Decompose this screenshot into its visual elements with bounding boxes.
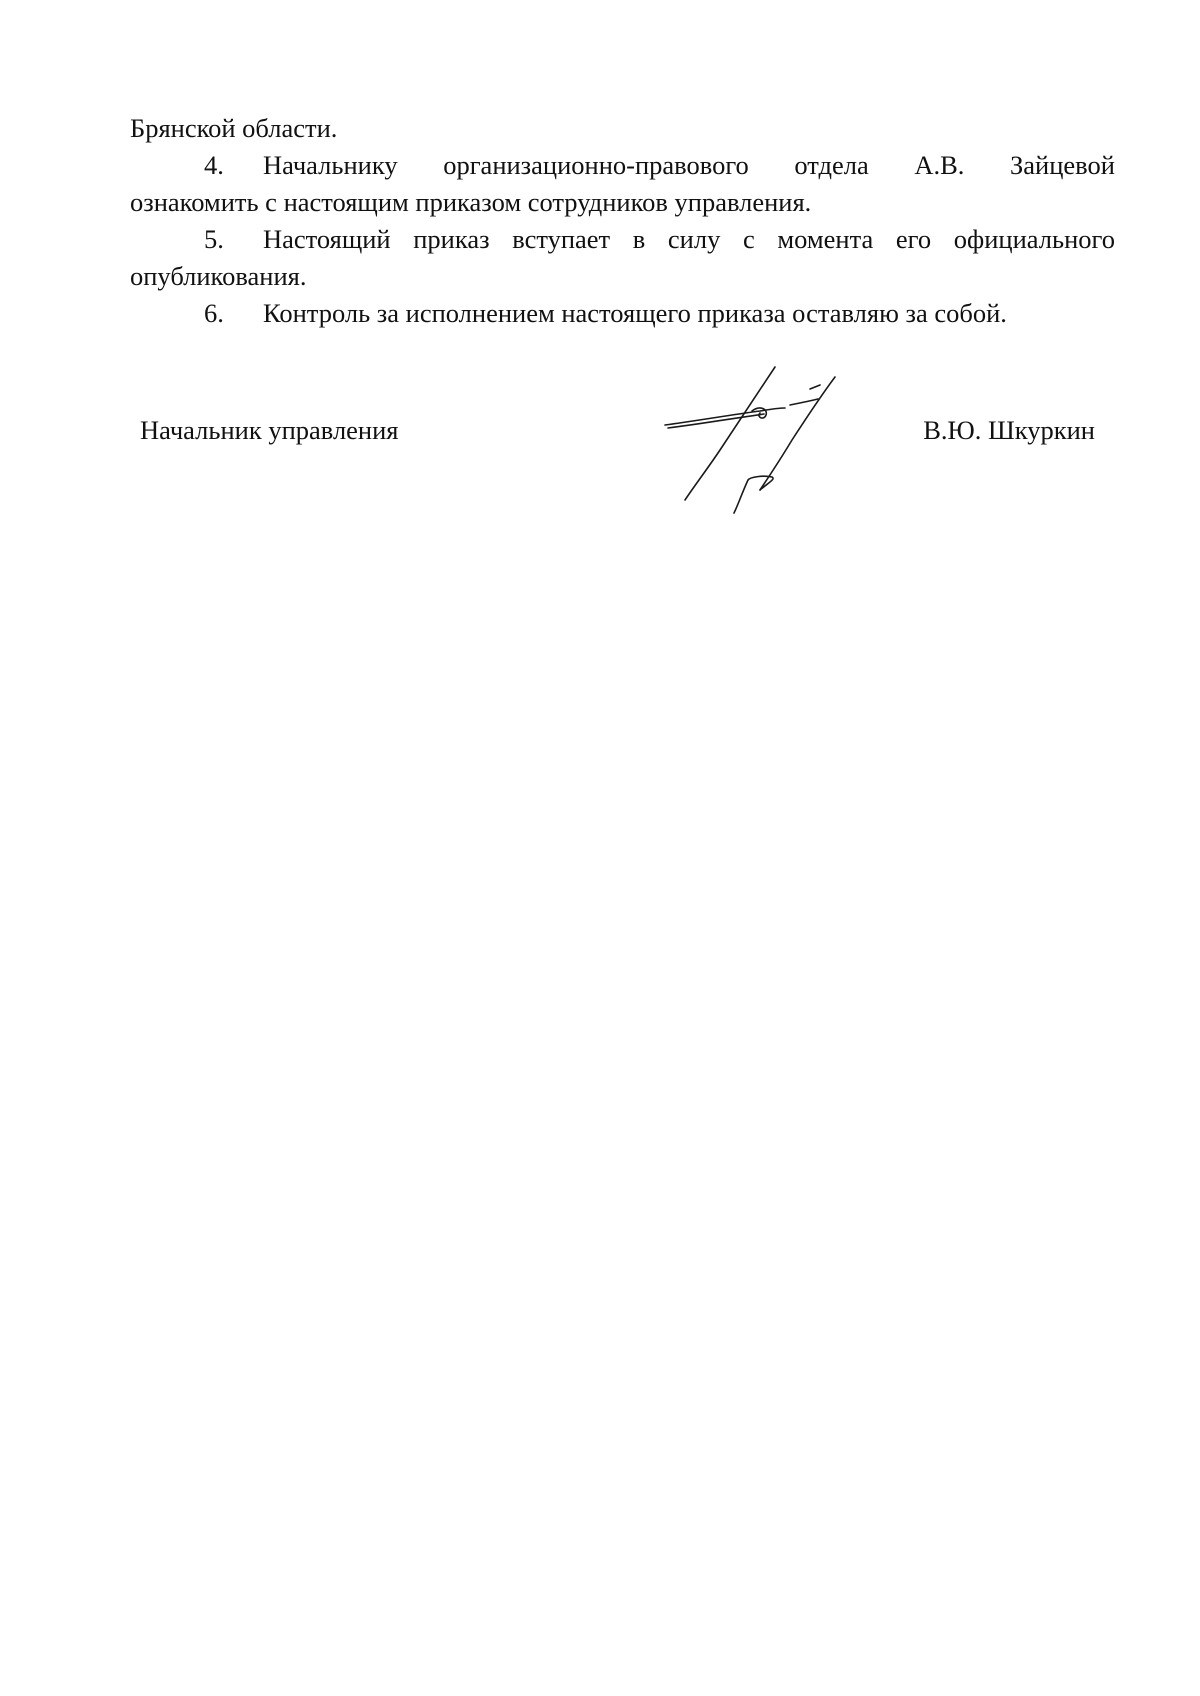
signatory-position: Начальник управления [140,415,399,445]
handwritten-signature [660,365,845,515]
item-number: 6. [204,298,224,328]
item-word: приказ [413,224,490,254]
continuation-line: Брянской области. [130,113,338,143]
item-word: организационно-правового [443,150,749,180]
item-number: 4. [204,150,224,180]
list-item-6 [130,295,1115,332]
item-text: Контроль за исполнением настоящего приказа оставляю за собой. [263,298,1007,328]
item-number: 5. [204,224,224,254]
item-word: с [742,224,755,254]
item-5-first-line [130,221,1115,258]
item-word: силу [667,224,721,254]
item-word: вступает [512,224,611,254]
item-4-first-line [130,147,1115,184]
item-word: его [895,224,932,254]
item-4-second-line: ознакомить с настоящим приказом сотрудников управления. [130,187,812,217]
item-word: Начальнику [263,150,398,180]
item-6-line [130,295,1115,332]
item-word: Настоящий [263,224,391,254]
item-word: Зайцевой [1010,150,1115,180]
signatory-name: В.Ю. Шкуркин [923,415,1095,445]
item-word: А.В. [914,150,965,180]
list-item-5 [130,221,1115,295]
item-5-second-line: опубликования. [130,261,307,291]
item-word: официального [953,224,1115,254]
document-body [130,110,1115,332]
item-word: в [632,224,646,254]
list-item-4 [130,147,1115,221]
item-word: отдела [794,150,869,180]
item-word: момента [777,224,874,254]
